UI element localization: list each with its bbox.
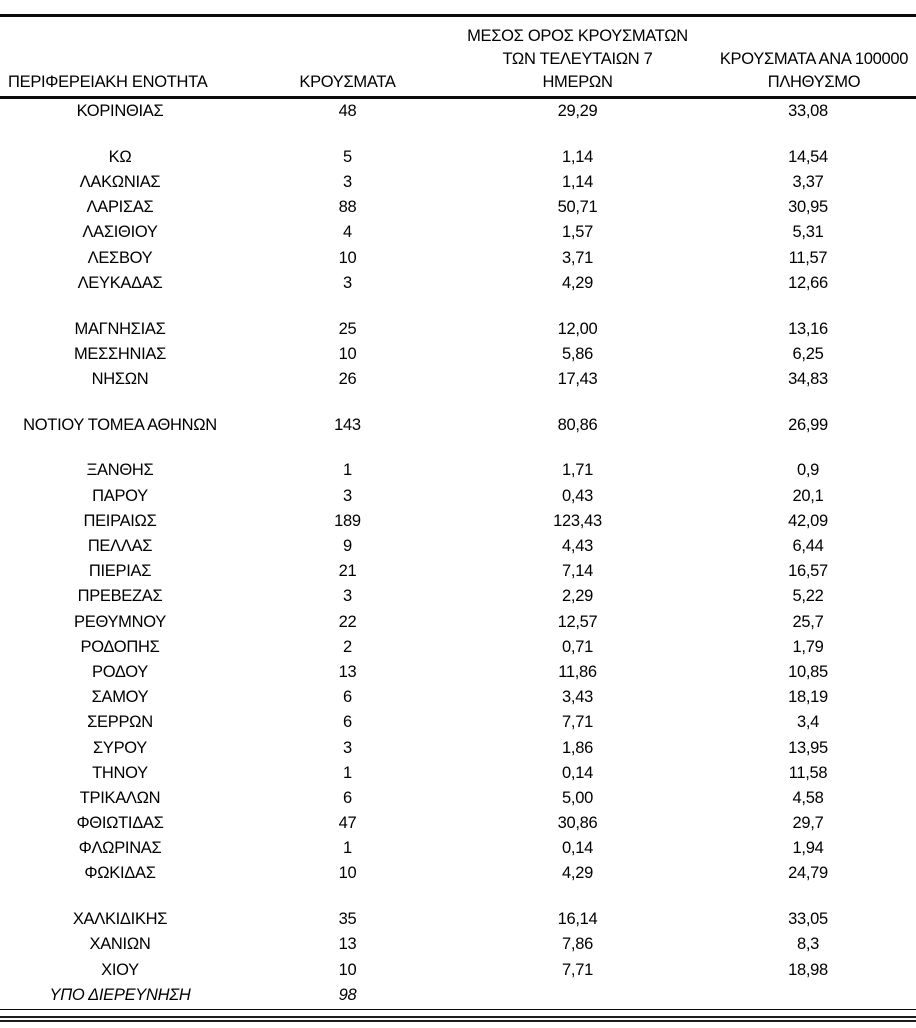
cell-avg7: 16,14 [557,910,598,929]
cell-cases: 25 [338,319,357,338]
cell-per100k: 25,7 [792,612,824,631]
cell-per100k: 24,79 [788,864,828,883]
cell-avg7: 50,71 [557,198,598,217]
cell-cases: 88 [338,198,357,217]
table-row [0,246,916,271]
cell-avg7: 1,14 [562,172,593,191]
cell-cases: 13 [338,935,357,954]
cell-per100k: 4,58 [792,788,824,807]
table-row [0,786,916,811]
cell-region: ΚΩ [108,147,132,166]
cell-avg7: 2,29 [562,587,593,606]
cell-region: ΣΕΡΡΩΝ [87,713,153,732]
cell-cases: 3 [343,273,352,292]
cell-per100k: 3,4 [796,713,820,732]
table-row [0,559,916,584]
cell-per100k: 5,31 [792,223,824,242]
cell-region: ΣΑΜΟΥ [91,688,149,707]
cell-per100k: 26,99 [788,415,828,434]
cell-per100k: 12,66 [788,273,828,292]
cell-cases: 6 [343,788,352,807]
table-row [0,958,916,983]
table-row [0,932,916,957]
cell-region: ΞΑΝΘΗΣ [86,461,154,480]
cell-per100k: 6,44 [792,537,824,555]
cell-per100k: 3,37 [792,172,824,191]
cell-avg7: 1,71 [562,461,593,480]
cell-region: ΡΕΘΥΜΝΟΥ [74,612,166,631]
cell-cases: 47 [338,814,357,833]
cell-region: ΤΗΝΟΥ [92,763,148,782]
table-row [0,584,916,609]
cell-avg7: 11,86 [558,662,597,681]
cell-region: ΧΑΝΙΩΝ [89,935,151,954]
cell-avg7: 4,29 [562,864,593,883]
cell-per100k: 14,54 [788,147,828,166]
cell-region: ΠΕΙΡΑΙΩΣ [83,511,157,530]
table-row [0,484,916,509]
cell-cases: 48 [338,102,357,120]
cell-cases: 189 [334,511,361,530]
table-row [0,342,916,367]
table-row [0,170,916,195]
cell-per100k: 6,25 [792,344,824,363]
column-header-per100k-line1: ΚΡΟΥΣΜΑΤΑ ΑΝΑ 100000 [719,50,909,68]
cell-region: ΜΕΣΣΗΝΙΑΣ [73,344,167,363]
cell-avg7: 5,00 [562,788,593,807]
cell-per100k: 18,98 [788,960,828,979]
cell-avg7: 0,43 [562,486,593,505]
cell-per100k: 8,3 [796,935,820,954]
cell-cases: 3 [343,486,352,505]
cell-avg7: 4,43 [562,537,593,555]
cell-region: ΠΡΕΒΕΖΑΣ [77,587,163,606]
cell-avg7: 7,14 [562,562,593,581]
table-row [0,271,916,296]
body-bottom-rule [0,1009,916,1010]
cell-region: ΚΟΡΙΝΘΙΑΣ [76,102,164,120]
cell-cases: 21 [338,562,357,581]
table-row [0,458,916,483]
table-row [0,907,916,932]
column-header-cases-line: ΚΡΟΥΣΜΑΤΑ [299,73,396,91]
table-row-spacer [0,392,916,413]
cell-region: ΠΙΕΡΙΑΣ [88,562,152,581]
cell-region: ΤΡΙΚΑΛΩΝ [79,788,161,807]
cell-avg7: 29,29 [557,102,598,120]
cell-per100k: 16,57 [788,562,828,581]
cell-avg7: 30,86 [557,814,598,833]
table-row [0,660,916,685]
cell-per100k: 13,16 [788,319,828,338]
cell-region: ΛΑΚΩΝΙΑΣ [79,172,161,191]
cell-avg7: 0,14 [562,763,593,782]
cell-cases: 10 [338,864,357,883]
cell-cases: 6 [343,713,352,732]
table-row [0,509,916,534]
table-row [0,811,916,836]
table-row [0,610,916,635]
table-row [0,195,916,220]
cell-region: ΝΟΤΙΟΥ ΤΟΜΕΑ ΑΘΗΝΩΝ [23,415,217,434]
cell-cases: 10 [338,344,357,363]
cell-cases: 98 [338,985,357,1004]
cell-avg7: 4,29 [562,273,593,292]
cell-avg7: 3,43 [562,688,593,707]
cell-per100k: 29,7 [792,814,824,833]
cell-avg7: 80,86 [557,415,598,434]
cell-per100k: 20,1 [792,486,824,505]
cell-avg7: 3,71 [562,248,593,267]
cell-per100k: 30,95 [788,198,828,217]
cell-cases: 3 [343,587,352,606]
table-row [0,317,916,342]
cell-region: ΥΠΟ ΔΙΕΡΕΥΝΗΣΗ [49,985,191,1004]
column-header-per100k-line2: ΠΛΗΘΥΣΜΟ [767,73,861,91]
cell-region: ΦΘΙΩΤΙΔΑΣ [76,814,164,833]
table-row [0,413,916,438]
table-header [0,17,916,95]
cell-avg7: 1,14 [562,147,593,166]
column-header-avg7 [455,25,700,94]
cell-per100k: 33,05 [788,910,828,929]
cell-region: ΦΩΚΙΔΑΣ [84,864,156,883]
cell-cases: 13 [338,662,357,681]
cell-region: ΡΟΔΟΠΗΣ [80,637,160,656]
column-header-region-line: ΠΕΡΙΦΕΡΕΙΑΚΗ ΕΝΟΤΗΤΑ [8,73,208,91]
cell-region: ΛΕΣΒΟΥ [87,248,153,267]
cell-avg7: 12,00 [557,319,598,338]
cell-cases: 5 [343,147,352,166]
column-header-avg7-line1: ΜΕΣΟΣ ΟΡΟΣ ΚΡΟΥΣΜΑΤΩΝ [467,27,688,45]
cell-region: ΛΑΣΙΘΙΟΥ [82,223,158,242]
cell-region: ΦΛΩΡΙΝΑΣ [78,839,162,858]
cell-cases: 2 [343,637,352,656]
cell-per100k: 33,08 [788,102,828,120]
cell-cases: 26 [338,369,357,388]
cell-region: ΧΑΛΚΙΔΙΚΗΣ [72,910,168,929]
cell-per100k: 10,85 [788,662,828,681]
table-end-double-rule [0,1016,916,1022]
cell-region: ΣΥΡΟΥ [92,738,148,757]
cell-region: ΡΟΔΟΥ [92,662,148,681]
table-row [0,983,916,1008]
cell-avg7: 5,86 [562,344,593,363]
cell-per100k: 42,09 [788,511,828,530]
cell-region: ΝΗΣΩΝ [91,369,149,388]
column-header-avg7-line3: ΗΜΕΡΩΝ [542,73,613,91]
table-row [0,736,916,761]
cell-region: ΜΑΓΝΗΣΙΑΣ [74,319,166,338]
table-row [0,635,916,660]
cell-avg7: 12,57 [557,612,598,631]
table-row [0,145,916,170]
cell-cases: 1 [343,763,352,782]
cell-cases: 3 [343,172,352,191]
cell-avg7: 123,43 [553,511,602,530]
cell-cases: 9 [343,537,352,555]
table-row-spacer [0,438,916,459]
cell-cases: 1 [343,839,352,858]
column-header-avg7-line2: ΤΩΝ ΤΕΛΕΥΤΑΙΩΝ 7 [502,50,653,68]
cell-avg7: 7,71 [562,713,593,732]
cell-avg7: 17,43 [557,369,598,388]
cell-avg7: 0,14 [562,839,593,858]
column-header-cases [240,71,455,94]
cell-avg7: 1,86 [562,738,593,757]
cell-per100k: 1,94 [792,839,824,858]
cell-per100k: 11,57 [788,248,828,267]
cell-cases: 1 [343,461,352,480]
cell-per100k: 34,83 [788,369,828,388]
table-row-spacer [0,124,916,145]
table-row-spacer [0,887,916,908]
cell-region: ΠΕΛΛΑΣ [87,537,153,555]
cell-region: ΧΙΟΥ [101,960,139,979]
table-row-spacer [0,296,916,317]
cell-region: ΠΑΡΟΥ [92,486,148,505]
cell-cases: 35 [338,910,357,929]
cell-cases: 6 [343,688,352,707]
table-row [0,685,916,710]
table-row [0,861,916,886]
cell-cases: 143 [334,415,361,434]
cell-per100k: 1,79 [792,637,824,656]
table-row [0,220,916,245]
table-row [0,836,916,861]
column-header-per100k [700,48,916,94]
table-row [0,761,916,786]
table-row [0,99,916,124]
cell-cases: 3 [343,738,352,757]
cell-per100k: 5,22 [792,587,824,606]
cell-cases: 10 [338,248,357,267]
cell-per100k: 18,19 [788,688,828,707]
cell-avg7: 7,86 [562,935,593,954]
cell-cases: 22 [338,612,357,631]
cell-avg7: 0,71 [562,637,593,656]
cell-cases: 10 [338,960,357,979]
cell-region: ΛΑΡΙΣΑΣ [86,198,154,217]
cell-avg7: 7,71 [562,960,593,979]
table-row [0,367,916,392]
cell-avg7: 1,57 [562,223,593,242]
table-row [0,534,916,559]
cell-cases: 4 [343,223,352,242]
table-body [0,99,916,1008]
cell-region: ΛΕΥΚΑΔΑΣ [77,273,163,292]
column-header-region [8,71,240,94]
cell-per100k: 13,95 [788,738,828,757]
cell-per100k: 11,58 [788,763,828,782]
table-row [0,710,916,735]
cell-per100k: 0,9 [796,461,820,480]
